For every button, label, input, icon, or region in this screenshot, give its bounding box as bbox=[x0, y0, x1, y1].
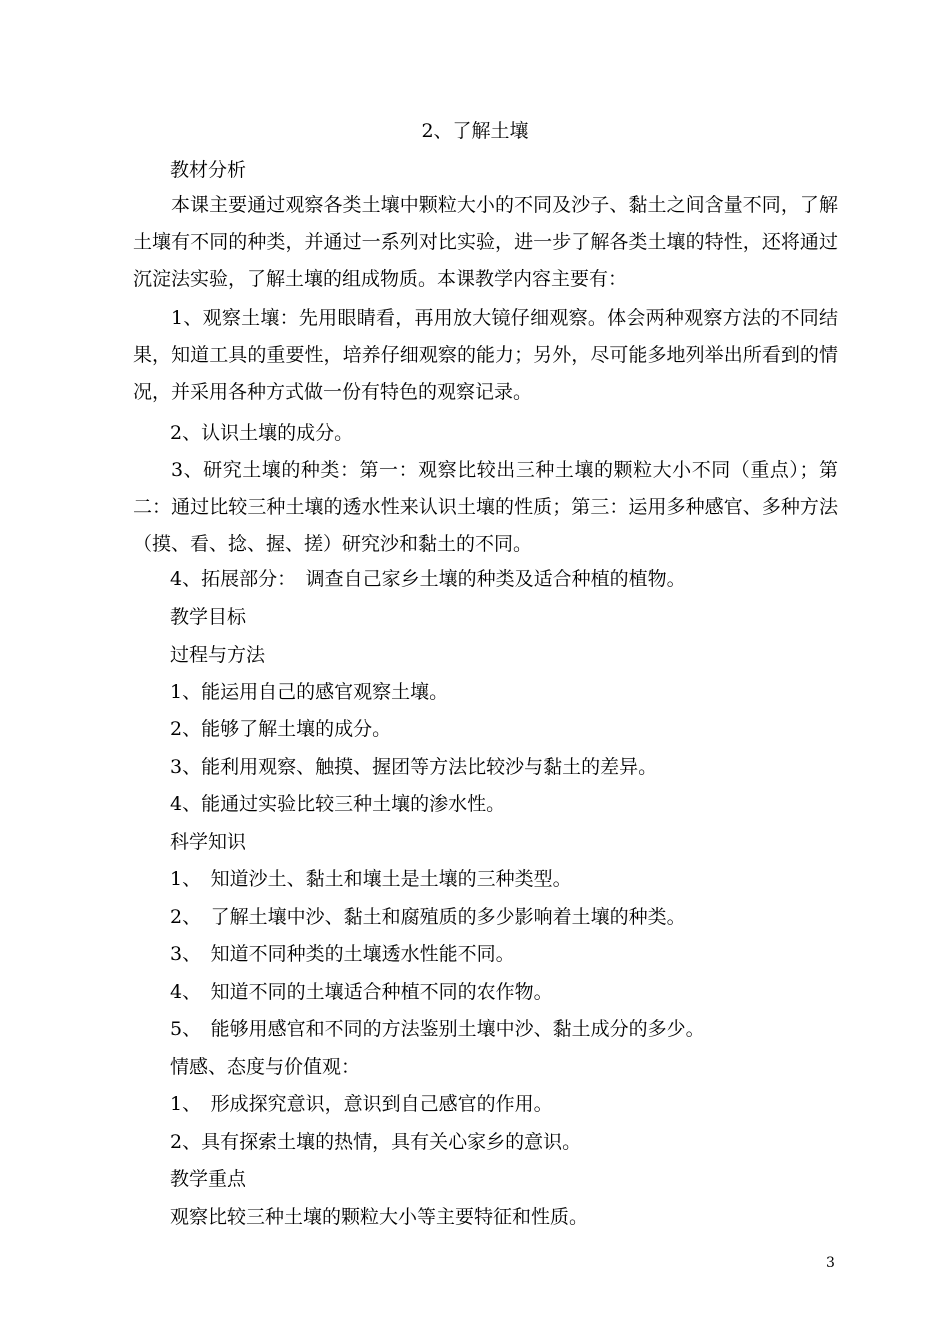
key-point-text: 观察比较三种土壤的颗粒大小等主要特征和性质。 bbox=[170, 1206, 589, 1228]
knowledge-item-5: 5、 能够用感官和不同的方法鉴别土壤中沙、黏土成分的多少。 bbox=[170, 1018, 705, 1040]
process-item-4: 4、能通过实验比较三种土壤的渗水性。 bbox=[170, 793, 506, 815]
process-item-3: 3、能利用观察、触摸、握团等方法比较沙与黏土的差异。 bbox=[170, 756, 658, 778]
intro-paragraph: 本课主要通过观察各类土壤中颗粒大小的不同及沙子、黏土之间含量不同，了解土壤有不同的种类，并通过一系列对比实验，进一步了解各类土壤的特性，还将通过沉淀法实验，了解土壤的组成物质。本课教学内容主要有： bbox=[133, 194, 838, 290]
attitude-item-1: 1、 形成探究意识，意识到自己感官的作用。 bbox=[170, 1093, 553, 1115]
content-item-1: 1、观察土壤：先用眼睛看，再用放大镜仔细观察。体会两种观察方法的不同结果，知道工具的重要性，培养仔细观察的能力；另外，尽可能多地列举出所看到的情况，并采用各种方式做一份有特色的观察记录。 bbox=[133, 307, 838, 403]
knowledge-item-3: 3、 知道不同种类的土壤透水性能不同。 bbox=[170, 943, 515, 965]
content-item-2: 2、认识土壤的成分。 bbox=[170, 422, 354, 444]
process-item-1: 1、能运用自己的感官观察土壤。 bbox=[170, 681, 449, 703]
knowledge-item-1: 1、 知道沙土、黏土和壤土是土壤的三种类型。 bbox=[170, 868, 572, 890]
knowledge-item-4: 4、 知道不同的土壤适合种植不同的农作物。 bbox=[170, 981, 553, 1003]
heading-goals: 教学目标 bbox=[170, 606, 247, 628]
content-item-3: 3、研究土壤的种类：第一：观察比较出三种土壤的颗粒大小不同（重点）；第二：通过比较三种土壤的透水性来认识土壤的性质；第三：运用多种感官、多种方法（摸、看、捻、握、搓）研究沙和黏土的不同。 bbox=[133, 459, 838, 555]
heading-process: 过程与方法 bbox=[170, 644, 266, 666]
heading-knowledge: 科学知识 bbox=[170, 831, 247, 853]
heading-attitude: 情感、态度与价值观： bbox=[170, 1056, 361, 1078]
heading-key-points: 教学重点 bbox=[170, 1168, 247, 1190]
knowledge-item-2: 2、 了解土壤中沙、黏土和腐殖质的多少影响着土壤的种类。 bbox=[170, 906, 686, 928]
process-item-2: 2、能够了解土壤的成分。 bbox=[170, 718, 392, 740]
attitude-item-2: 2、具有探索土壤的热情，具有关心家乡的意识。 bbox=[170, 1131, 582, 1153]
page-number: 3 bbox=[826, 1255, 835, 1271]
heading-analysis: 教材分析 bbox=[170, 159, 247, 181]
lesson-title: 2、了解土壤 bbox=[421, 120, 529, 142]
content-item-4: 4、拓展部分： 调查自己家乡土壤的种类及适合种植的植物。 bbox=[170, 568, 686, 590]
